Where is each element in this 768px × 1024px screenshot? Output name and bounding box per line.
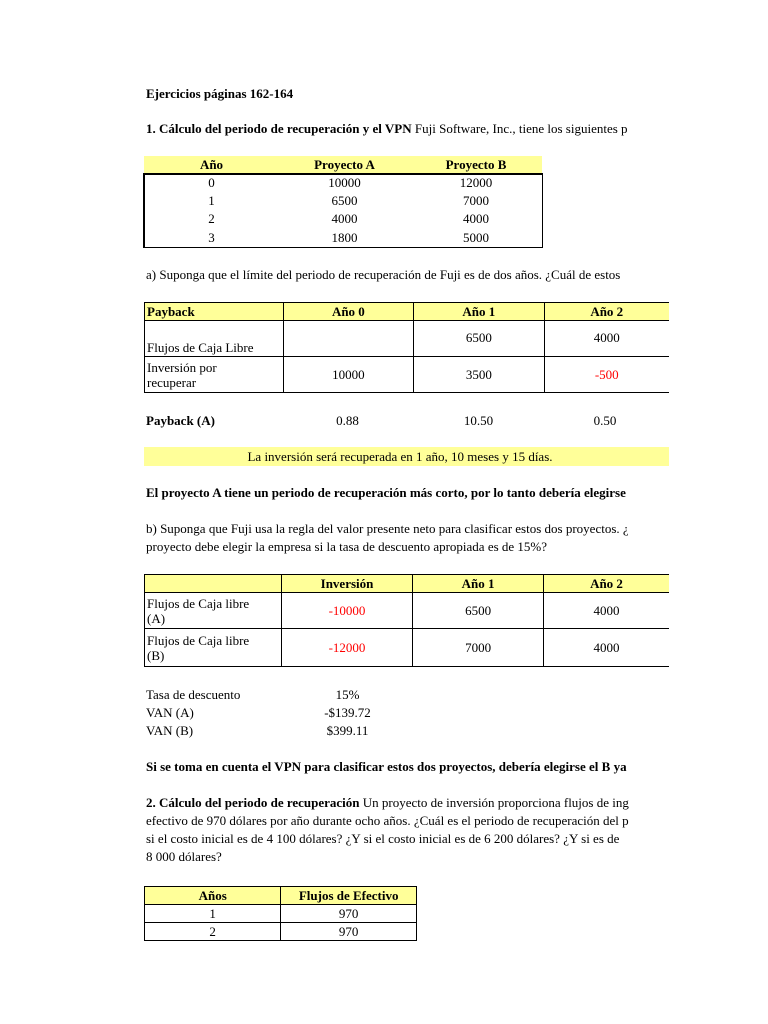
row-label-line: Flujos de Caja libre bbox=[147, 595, 250, 611]
header-empty bbox=[145, 575, 282, 593]
table-cell: 970 bbox=[281, 923, 417, 941]
table-cell: 3500 bbox=[414, 357, 544, 393]
van-a-label: VAN (A) bbox=[146, 705, 194, 720]
payback-a-value-0: 0.88 bbox=[336, 413, 359, 428]
payback-a-value-2: 0.50 bbox=[593, 413, 617, 428]
exercise-2-line4: 8 000 dólares? bbox=[146, 849, 222, 864]
header-proyecto-a: Proyecto A bbox=[279, 156, 410, 174]
question-a: a) Suponga que el límite del periodo de recuperación de Fuji es de dos años. ¿Cuál de estos bbox=[146, 267, 621, 282]
question-b-line2: proyecto debe elegir la empresa si la tasa de descuento apropiada es de 15%? bbox=[146, 539, 548, 554]
header-payback: Payback bbox=[145, 303, 284, 321]
payback-table bbox=[144, 302, 669, 393]
header-ano-2: Año 2 bbox=[544, 575, 669, 593]
conclusion-b: Si se toma en cuenta el VPN para clasificar estos dos proyectos, debería elegirse el B ya bbox=[146, 759, 627, 774]
cashflow-table bbox=[144, 886, 417, 941]
table-cell: 7000 bbox=[413, 629, 544, 667]
table-cell: 4000 bbox=[544, 629, 669, 667]
table-row bbox=[145, 629, 670, 667]
table-cell-negative: -12000 bbox=[281, 629, 412, 667]
header-ano-2: Año 2 bbox=[544, 303, 669, 321]
table-cell: 10000 bbox=[328, 175, 361, 190]
npv-table-header bbox=[145, 575, 670, 593]
row-label-flujos: Flujos de Caja Libre bbox=[145, 321, 284, 357]
exercise-2-line2: efectivo de 970 dólares por año durante ocho años. ¿Cuál es el periodo de recuperación del p bbox=[146, 813, 629, 828]
header-proyecto-b: Proyecto B bbox=[410, 156, 542, 174]
table-cell: 3 bbox=[208, 229, 215, 245]
table-cell: 0 bbox=[208, 175, 215, 190]
table-cell: 4000 bbox=[331, 211, 358, 226]
table-row bbox=[145, 923, 417, 941]
row-label-inversion bbox=[145, 357, 284, 393]
row-label-line: (B) bbox=[147, 647, 165, 663]
table-cell-negative: -500 bbox=[544, 357, 669, 393]
table-row bbox=[145, 593, 670, 629]
projects-table bbox=[144, 156, 542, 247]
discount-value: 15% bbox=[335, 687, 360, 702]
van-b-value: $399.11 bbox=[326, 723, 369, 738]
table-cell-negative: -10000 bbox=[281, 593, 412, 629]
header-inversion: Inversión bbox=[281, 575, 412, 593]
table-cell: 1800 bbox=[331, 229, 358, 245]
npv-table bbox=[144, 574, 669, 667]
exercise-2-title-bold: 2. Cálculo del periodo de recuperación bbox=[146, 795, 360, 810]
table-cell: 2 bbox=[208, 211, 215, 226]
header-ano-0: Año 0 bbox=[283, 303, 413, 321]
table-row bbox=[145, 357, 670, 393]
table-cell: 2 bbox=[145, 923, 281, 941]
row-label-line: (A) bbox=[147, 610, 166, 626]
exercise-2-title-rest: Un proyecto de inversión proporciona flujos de ing bbox=[359, 795, 629, 810]
exercise-1-title-bold: 1. Cálculo del periodo de recuperación y el VPN bbox=[146, 121, 412, 136]
table-row bbox=[145, 905, 417, 923]
header-flujos-efectivo: Flujos de Efectivo bbox=[281, 887, 417, 905]
conclusion-a: El proyecto A tiene un periodo de recuperación más corto, por lo tanto debería elegirse bbox=[146, 485, 626, 500]
recovered-note: La inversión será recuperada en 1 año, 10 meses y 15 días. bbox=[247, 449, 553, 464]
exercise-2-line3: si el costo inicial es de 4 100 dólares? ¿Y si el costo inicial es de 6 200 dólares? ¿Y si es de bbox=[146, 831, 620, 846]
van-a-value: -$139.72 bbox=[324, 705, 371, 720]
header-ano: Año bbox=[144, 156, 279, 174]
row-label-flujos-a bbox=[145, 593, 282, 629]
van-b-label: VAN (B) bbox=[146, 723, 194, 738]
table-row bbox=[145, 321, 670, 357]
payback-table-header bbox=[145, 303, 670, 321]
table-row bbox=[144, 192, 542, 210]
table-cell: 12000 bbox=[459, 175, 493, 190]
payback-a-value-1: 10.50 bbox=[463, 413, 494, 428]
discount-label: Tasa de descuento bbox=[146, 687, 241, 702]
header-ano-1: Año 1 bbox=[414, 303, 544, 321]
table-cell bbox=[283, 321, 413, 357]
row-label-line: Inversión por bbox=[147, 359, 217, 375]
cashflow-table-header bbox=[145, 887, 417, 905]
table-row bbox=[144, 174, 542, 192]
table-cell: 5000 bbox=[463, 229, 489, 245]
page-heading: Ejercicios páginas 162-164 bbox=[146, 86, 294, 101]
table-cell: 7000 bbox=[463, 193, 489, 208]
table-row bbox=[144, 228, 542, 247]
table-cell: 970 bbox=[281, 905, 417, 923]
table-cell: 1 bbox=[208, 193, 215, 208]
exercise-1-title bbox=[146, 121, 628, 137]
row-label-line: Flujos de Caja libre bbox=[147, 632, 250, 648]
header-anos: Años bbox=[145, 887, 281, 905]
row-label-line: recuperar bbox=[147, 374, 197, 390]
exercise-1-title-rest: Fuji Software, Inc., tiene los siguientes p bbox=[411, 121, 628, 136]
table-cell: 6500 bbox=[413, 593, 544, 629]
projects-table-header bbox=[144, 156, 542, 174]
question-b-line1: b) Suponga que Fuji usa la regla del valor presente neto para clasificar estos dos proyectos. ¿ bbox=[146, 521, 629, 536]
table-cell: 6500 bbox=[331, 193, 358, 208]
table-row bbox=[144, 210, 542, 228]
table-cell: 1 bbox=[145, 905, 281, 923]
table-cell: 4000 bbox=[544, 593, 669, 629]
table-cell: 10000 bbox=[283, 357, 413, 393]
header-ano-1: Año 1 bbox=[413, 575, 544, 593]
table-cell: 4000 bbox=[544, 321, 669, 357]
row-label-flujos-b bbox=[145, 629, 282, 667]
table-cell: 6500 bbox=[414, 321, 544, 357]
table-cell: 4000 bbox=[463, 211, 489, 226]
exercise-2-title bbox=[146, 795, 629, 811]
payback-a-label: Payback (A) bbox=[146, 413, 215, 428]
